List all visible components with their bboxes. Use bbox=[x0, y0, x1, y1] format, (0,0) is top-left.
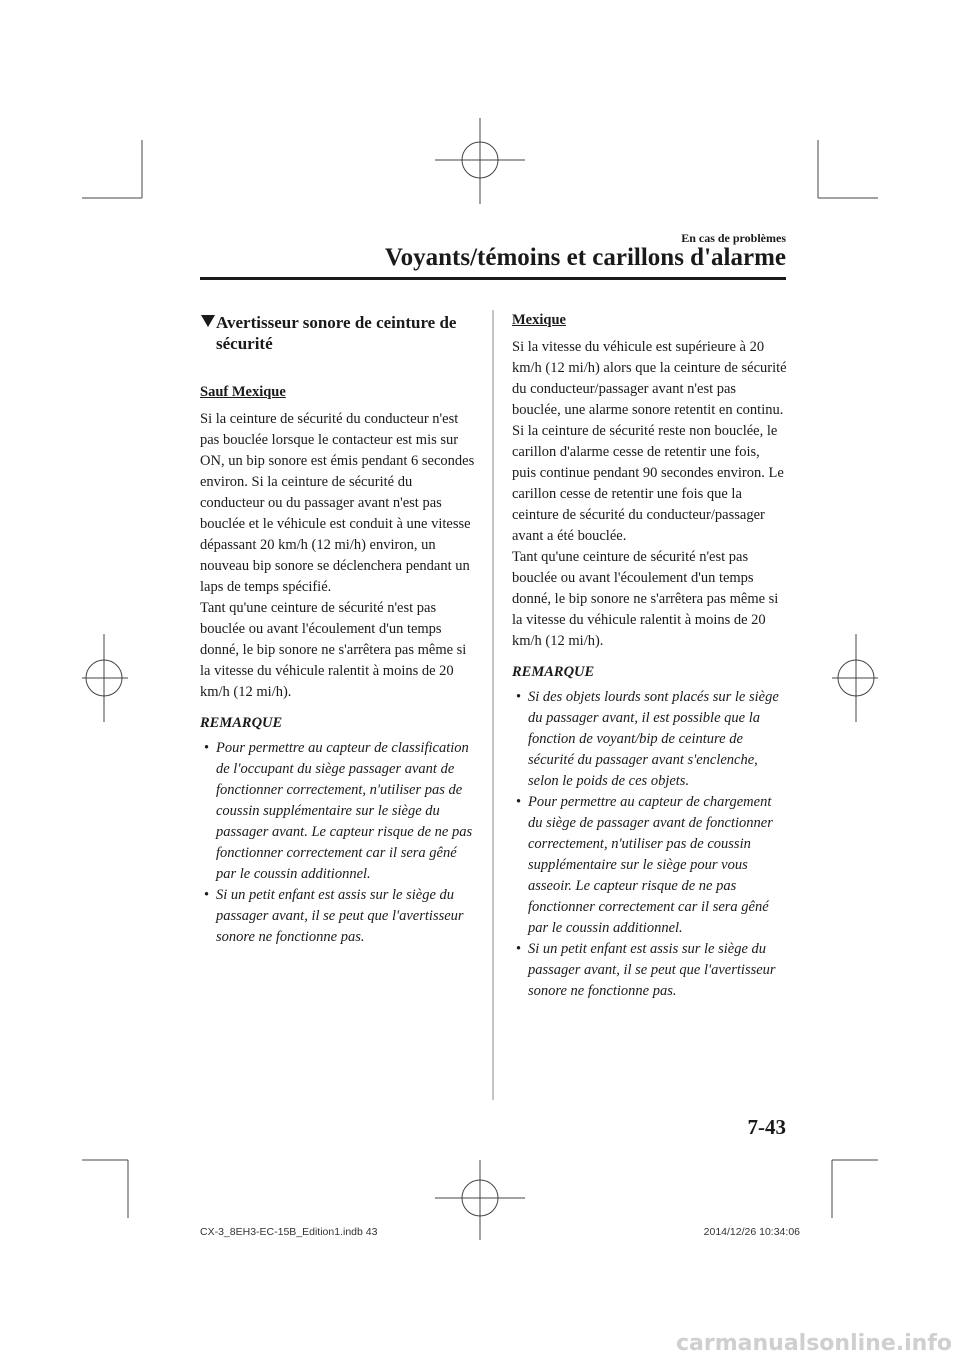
triangle-down-icon bbox=[200, 315, 216, 327]
registration-mark-icon bbox=[82, 634, 128, 722]
crop-mark-icon bbox=[818, 140, 878, 198]
subsection-heading bbox=[200, 312, 475, 354]
note-item: • Pour permettre au capteur de chargement du siège de passager avant de fonctionner correctement, n'utiliser pas de coussin supplémentaire sur le siège pour vous asseoir. Le capteur risque de ne pas fonctionner correctement car il sera gêné par le coussin additionnel. bbox=[516, 794, 773, 936]
note-list bbox=[512, 687, 787, 1002]
registration-mark-icon bbox=[435, 118, 525, 204]
registration-mark-icon bbox=[435, 1160, 525, 1240]
right-column bbox=[512, 310, 787, 1002]
note-heading: REMARQUE bbox=[200, 715, 283, 731]
body-paragraph: Tant qu'une ceinture de sécurité n'est pas bouclée ou avant l'écoulement d'un temps donné, le bip sonore ne s'arrêtera pas même si la vitesse du véhicule ralentit à moins de 20 km/h (12 mi/h). bbox=[200, 600, 467, 700]
subsection-heading-text: Avertisseur sonore de ceinture de sécurité bbox=[216, 313, 457, 353]
crop-mark-icon bbox=[82, 140, 142, 198]
body-paragraph: Tant qu'une ceinture de sécurité n'est pas bouclée ou avant l'écoulement d'un temps donné, le bip sonore ne s'arrêtera pas même si la vitesse du véhicule ralentit à moins de 20 km/h (12 mi/h). bbox=[512, 549, 779, 649]
registration-mark-icon bbox=[832, 634, 878, 722]
section-label: En cas de problèmes bbox=[681, 231, 786, 245]
page-title: Voyants/témoins et carillons d'alarme bbox=[384, 244, 786, 271]
bullet-icon: • bbox=[516, 689, 522, 705]
bullet-icon: • bbox=[516, 941, 522, 957]
note-list bbox=[200, 738, 475, 948]
page-number: 7-43 bbox=[747, 1115, 786, 1139]
body-paragraph: Si la vitesse du véhicule est supérieure à 20 km/h (12 mi/h) alors que la ceinture de sécurité du conducteur/passager avant n'est pas bouclée, une alarme sonore retentit en continu. Si la ceinture de sécurité reste non bouclée, le carillon d'alarme cesse de retentir une fois, puis continue pendant 90 secondes environ. Le carillon cesse de retentir une fois que la ceinture de sécurité du conducteur/passager avant a été bouclée. bbox=[512, 339, 787, 544]
note-item: • Si un petit enfant est assis sur le siège du passager avant, il se peut que l'avertisseur sonore ne fonctionne pas. bbox=[204, 887, 464, 945]
note-heading: REMARQUE bbox=[512, 664, 595, 680]
region-heading-mexico: Mexique bbox=[512, 312, 566, 328]
left-column bbox=[200, 310, 475, 948]
bullet-icon: • bbox=[516, 794, 522, 810]
crop-mark-icon bbox=[832, 1160, 878, 1218]
crop-mark-icon bbox=[82, 1160, 128, 1218]
note-item: • Pour permettre au capteur de classification de l'occupant du siège passager avant de fonctionner correctement, n'utiliser pas de coussin supplémentaire sur le siège du passager avant. Le capteur risque de ne pas fonctionner correctement car il sera gêné par le coussin additionnel. bbox=[204, 740, 473, 882]
note-item: • Si des objets lourds sont placés sur le siège du passager avant, il est possible que la fonction de voyant/bip de ceinture de sécurité du passager avant s'enclenche, selon le poids de ces objets. bbox=[516, 689, 779, 789]
footer-timestamp: 2014/12/26 10:34:06 bbox=[703, 1226, 800, 1238]
footer-file-name: CX-3_8EH3-EC-15B_Edition1.indb 43 bbox=[200, 1226, 378, 1238]
watermark: carmanualsonline.info bbox=[676, 1331, 952, 1356]
header-rule bbox=[200, 277, 786, 280]
body-paragraph: Si la ceinture de sécurité du conducteur n'est pas bouclée lorsque le contacteur est mis sur ON, un bip sonore est émis pendant 6 secondes environ. Si la ceinture de sécurité du conducteur ou du passager avant n'est pas bouclée et le véhicule est conduit à une vitesse dépassant 20 km/h (12 mi/h) environ, un nouveau bip sonore se déclenchera pendant un laps de temps spécifié. bbox=[200, 411, 475, 595]
region-heading-except-mexico: Sauf Mexique bbox=[200, 384, 286, 400]
bullet-icon: • bbox=[204, 887, 210, 903]
note-item: • Si un petit enfant est assis sur le siège du passager avant, il se peut que l'avertisseur sonore ne fonctionne pas. bbox=[516, 941, 776, 999]
bullet-icon: • bbox=[204, 740, 210, 756]
